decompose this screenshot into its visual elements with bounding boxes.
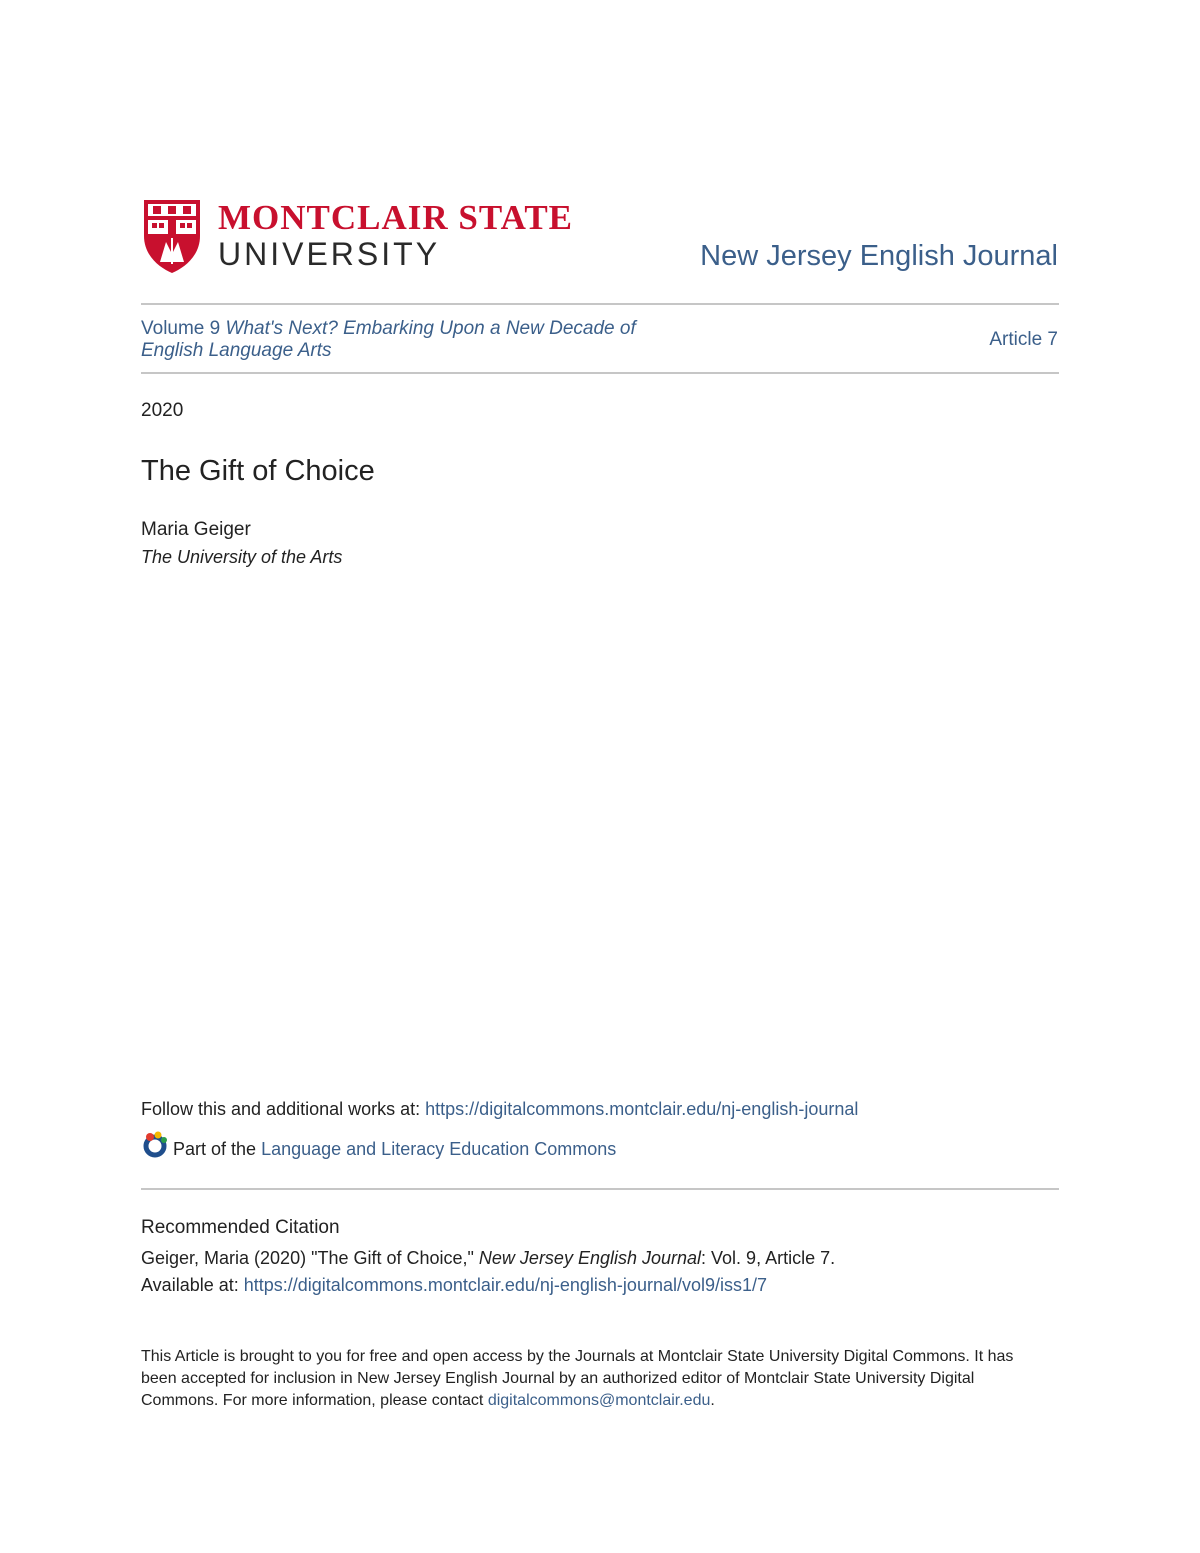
part-of-line bbox=[141, 1131, 616, 1161]
author-affiliation: The University of the Arts bbox=[141, 547, 343, 567]
header-divider bbox=[141, 303, 1059, 305]
author-name: Maria Geiger bbox=[141, 519, 251, 540]
commons-link[interactable]: Language and Literacy Education Commons bbox=[261, 1139, 617, 1159]
issue-divider bbox=[141, 372, 1059, 374]
recommended-citation-heading: Recommended Citation bbox=[141, 1217, 340, 1238]
university-name-line1: MONTCLAIR STATE bbox=[218, 198, 574, 237]
citation-line bbox=[141, 1245, 835, 1272]
article-number-link[interactable]: Article 7 bbox=[989, 329, 1058, 350]
volume-link[interactable]: Volume 9 bbox=[141, 318, 221, 339]
citation-journal: New Jersey English Journal bbox=[478, 1248, 702, 1268]
partof-prefix: Part of the bbox=[173, 1139, 262, 1159]
follow-url-link[interactable]: https://digitalcommons.montclair.edu/nj-english-journal bbox=[425, 1099, 859, 1119]
article-title: The Gift of Choice bbox=[141, 455, 375, 487]
access-notice bbox=[141, 1346, 1041, 1412]
publication-year: 2020 bbox=[141, 400, 184, 421]
available-prefix: Available at: bbox=[141, 1275, 244, 1295]
university-name-line2: UNIVERSITY bbox=[218, 236, 441, 272]
university-shield-icon bbox=[140, 198, 204, 274]
notice-text: This Article is brought to you for free and open access by the Journals at Montclair State University Digital Commons. It has been accepted for inclusion in New Jersey English Journal by an authorized editor of Montclair State University Digital Commons. For more information, please contact bbox=[141, 1348, 1014, 1409]
citation-prefix: Geiger, Maria (2020) "The Gift of Choice," bbox=[141, 1248, 479, 1268]
citation-block bbox=[141, 1245, 835, 1299]
follow-prefix: Follow this and additional works at: bbox=[141, 1099, 426, 1119]
follow-line bbox=[141, 1099, 858, 1120]
commons-network-icon bbox=[141, 1131, 169, 1159]
available-line bbox=[141, 1272, 835, 1299]
citation-suffix: : Vol. 9, Article 7. bbox=[701, 1248, 836, 1268]
contact-email-link[interactable]: digitalcommons@montclair.edu bbox=[487, 1392, 711, 1409]
notice-end: . bbox=[710, 1392, 715, 1409]
university-logo bbox=[140, 198, 574, 276]
article-url-link[interactable]: https://digitalcommons.montclair.edu/nj-english-journal/vol9/iss1/7 bbox=[243, 1275, 768, 1295]
journal-title-link[interactable]: New Jersey English Journal bbox=[700, 240, 1058, 272]
footer-divider bbox=[141, 1188, 1059, 1190]
issue-title-link[interactable]: What's Next? Embarking Upon a New Decade of English Language Arts bbox=[141, 318, 636, 361]
volume-issue-block bbox=[141, 318, 661, 362]
